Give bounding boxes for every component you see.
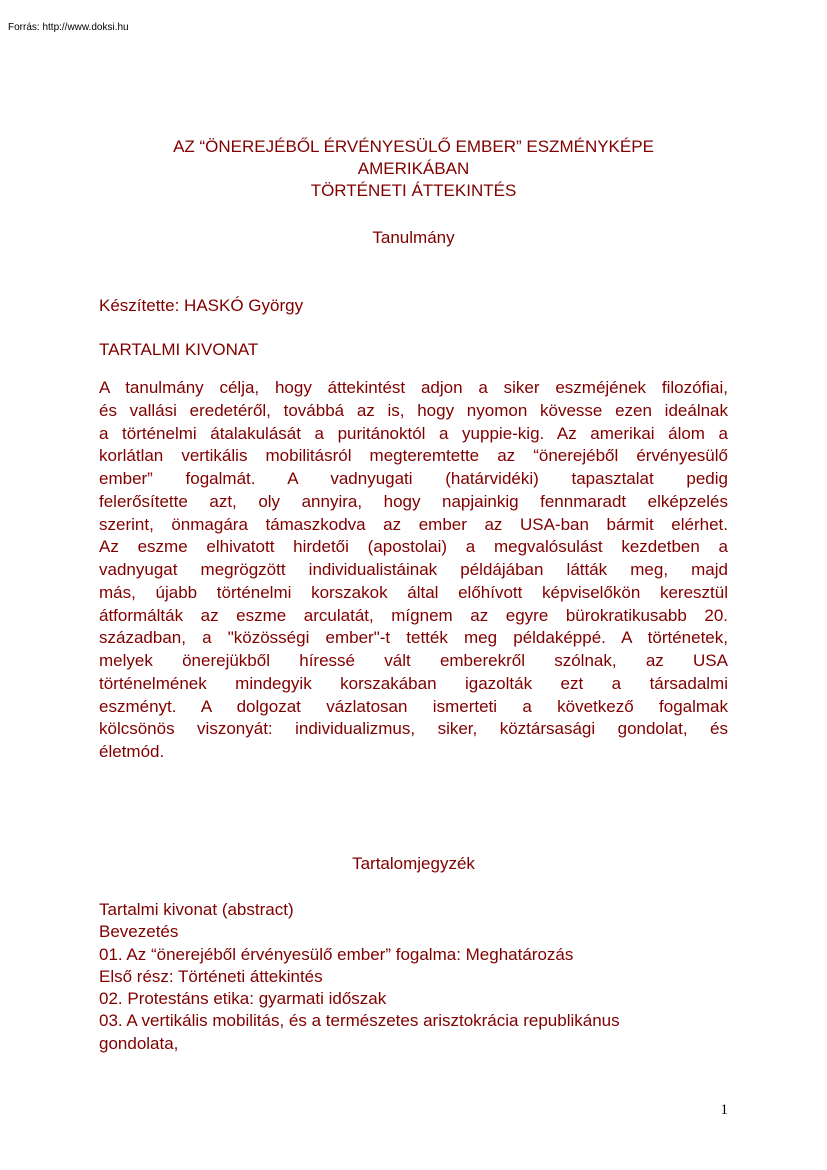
- page-number: 1: [720, 1102, 728, 1118]
- abstract-line: történelmének mindegyik korszakában igazolták ezt a társadalmi: [99, 673, 728, 693]
- toc-item: Bevezetés: [99, 922, 179, 942]
- abstract-line: században, a "közösségi ember"-t tették meg példaképpé. A történetek,: [99, 628, 728, 648]
- abstract-line: a történelmi átalakulását a puritánoktól a yuppie-kig. Az amerikai álom a: [99, 423, 728, 443]
- abstract-line: eszményt. A dolgozat vázlatosan ismerteti a következő fogalmak: [99, 696, 728, 716]
- abstract-line: felerősítette azt, oly annyira, hogy napjainkig fennmaradt elképzelés: [99, 491, 728, 511]
- abstract-heading: TARTALMI KIVONAT: [99, 340, 259, 359]
- abstract-line: szerint, önmagára támaszkodva az ember az USA-ban bármit elérhet.: [99, 514, 728, 534]
- table-of-contents: [99, 899, 728, 1055]
- toc-item: 02. Protestáns etika: gyarmati időszak: [99, 989, 387, 1009]
- toc-item: 03. A vertikális mobilitás, és a természetes arisztokrácia republikánus: [99, 1011, 620, 1031]
- title-line: TÖRTÉNETI ÁTTEKINTÉS: [310, 181, 517, 200]
- abstract-line: átformálták az eszme arculatát, mígnem az egyre bürokratikusabb 20.: [99, 605, 728, 625]
- document-title: [100, 136, 727, 202]
- abstract-paragraph: [99, 377, 728, 764]
- abstract-line: melyek önerejükből híressé vált emberekről szólnak, az USA: [99, 651, 728, 670]
- abstract-line: és vallási eredetéről, továbbá az is, hogy nyomon kövesse ezen ideálnak: [99, 400, 728, 420]
- abstract-line: kölcsönös viszonyát: individualizmus, siker, köztársasági gondolat, és: [99, 719, 728, 739]
- toc-item: gondolata,: [99, 1033, 179, 1053]
- abstract-line: életmód.: [99, 742, 165, 761]
- toc-item: Tartalmi kivonat (abstract): [99, 900, 294, 919]
- abstract-line: más, újabb történelmi korszakok által előhívott képviselőkön keresztül: [99, 582, 728, 602]
- abstract-line: vadnyugat megrögzött individualistáinak példájában látták meg, majd: [99, 560, 728, 579]
- title-line: AMERIKÁBAN: [357, 159, 470, 178]
- abstract-line: ember” fogalmát. A vadnyugati (határvidéki) tapasztalat pedig: [99, 469, 728, 488]
- author-line: Készítette: HASKÓ György: [99, 296, 304, 315]
- abstract-line: Az eszme elhivatott hirdetői (apostolai) a megvalósulást kezdetben a: [99, 537, 728, 557]
- document-subtitle: Tanulmány: [372, 228, 455, 247]
- source-url: Forrás: http://www.doksi.hu: [8, 22, 129, 33]
- title-line: AZ “ÖNEREJÉBŐL ÉRVÉNYESÜLŐ EMBER” ESZMÉNYKÉPE: [173, 137, 654, 156]
- toc-heading: Tartalomjegyzék: [352, 854, 475, 873]
- abstract-line: korlátlan vertikális mobilitásról megteremtette az “önerejéből érvényesülő: [99, 446, 728, 466]
- abstract-line: A tanulmány célja, hogy áttekintést adjon a siker eszméjének filozófiai,: [99, 378, 728, 397]
- toc-item: 01. Az “önerejéből érvényesülő ember” fogalma: Meghatározás: [99, 944, 574, 964]
- toc-item: Első rész: Történeti áttekintés: [99, 966, 323, 986]
